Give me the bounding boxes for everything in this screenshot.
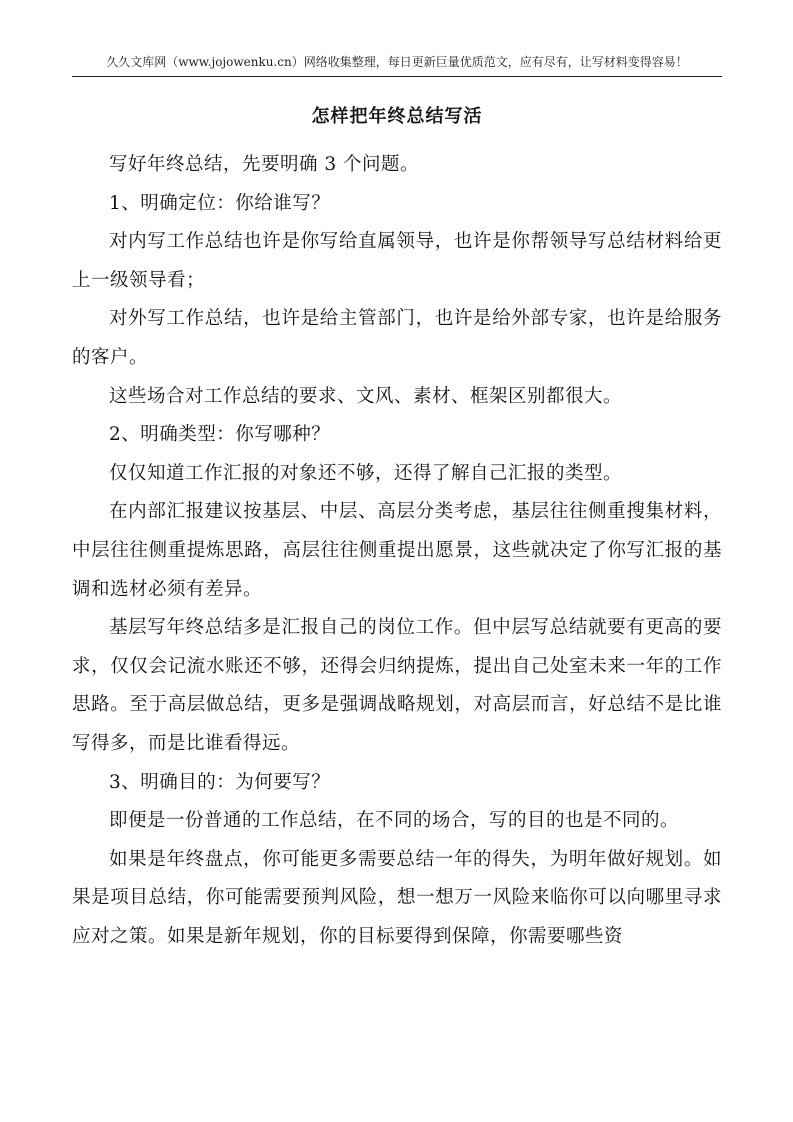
paragraph: 如果是年终盘点，你可能更多需要总结一年的得失，为明年做好规划。如果是项目总结，你可能需要预判风险，想一想万一风险来临你可以向哪里寻求应对之策。如果是新年规划，你的目标要得到保障，你需要哪些资 bbox=[72, 848, 722, 947]
section-heading: 2、明确类型：你写哪种？ bbox=[109, 424, 331, 446]
page-header bbox=[72, 52, 722, 77]
document-title: 怎样把年终总结写活 bbox=[311, 106, 483, 127]
paragraph: 基层写年终总结多是汇报自己的岗位工作。但中层写总结就要有更高的要求，仅仅会记流水账还不够，还得会归纳提炼，提出自己处室未来一年的工作思路。至于高层做总结，更多是强调战略规划，对高层而言，好总结不是比谁写得多，而是比谁看得远。 bbox=[72, 617, 722, 754]
document-body bbox=[72, 146, 722, 956]
header-text: 久久文库网（www.jojowenku.cn）网络收集整理，每日更新巨量优质范文，应有尽有，让写材料变得容易！ bbox=[106, 55, 688, 69]
paragraph: 仅仅知道工作汇报的对象还不够，还得了解自己汇报的类型。 bbox=[109, 462, 623, 484]
paragraph: 对外写工作总结，也许是给主管部门，也许是给外部专家，也许是给服务的客户。 bbox=[72, 308, 722, 368]
paragraph: 这些场合对工作总结的要求、文风、素材、框架区别都很大。 bbox=[109, 385, 623, 407]
paragraph: 即便是一份普通的工作总结，在不同的场合，写的目的也是不同的。 bbox=[109, 810, 680, 832]
paragraph: 在内部汇报建议按基层、中层、高层分类考虑，基层往往侧重搜集材料，中层往往侧重提炼思路，高层往往侧重提出愿景，这些就决定了你写汇报的基调和选材必须有差异。 bbox=[72, 501, 722, 600]
section-heading: 1、明确定位：你给谁写？ bbox=[109, 192, 331, 214]
section-heading: 3、明确目的：为何要写？ bbox=[109, 771, 331, 793]
paragraph: 对内写工作总结也许是你写给直属领导，也许是你帮领导写总结材料给更上一级领导看； bbox=[72, 231, 722, 291]
paragraph: 写好年终总结，先要明确 3 个问题。 bbox=[109, 154, 420, 175]
